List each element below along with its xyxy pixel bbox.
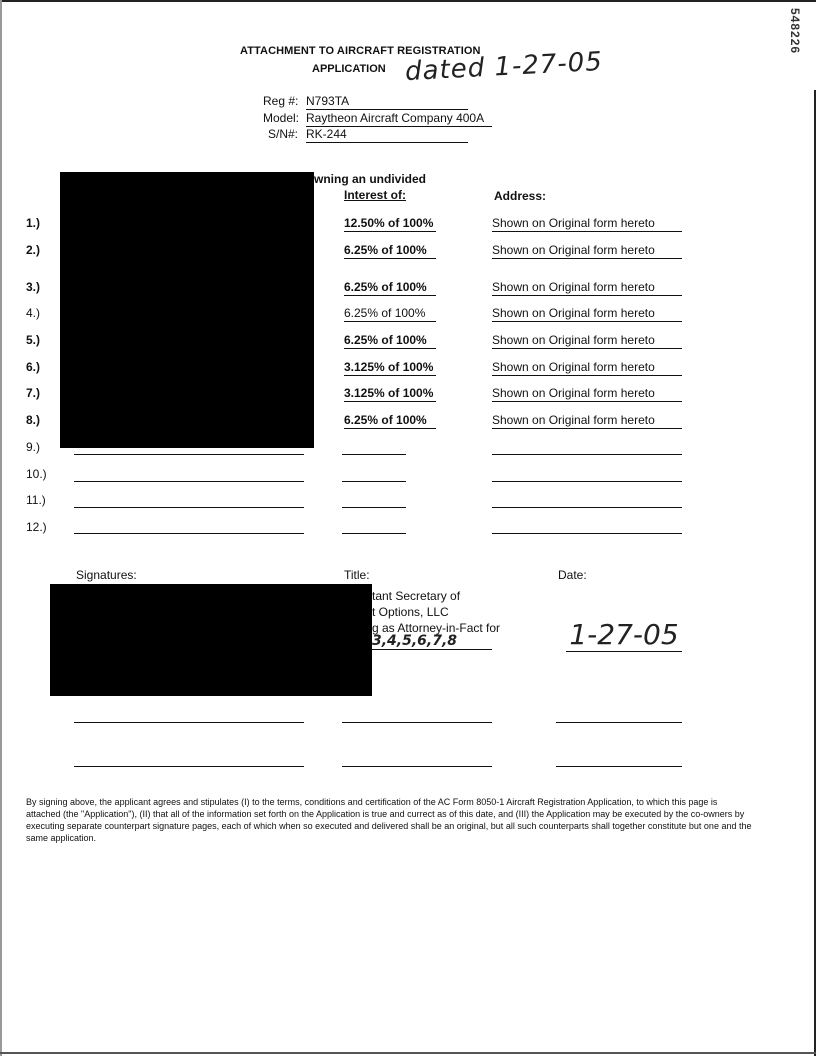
blank-line xyxy=(74,481,304,482)
row-number: 4.) xyxy=(26,306,41,320)
blank-line xyxy=(492,507,682,508)
row-number: 2.) xyxy=(26,243,41,257)
row-interest: 3.125% of 100% xyxy=(344,360,436,376)
blank-date-line xyxy=(556,722,682,723)
blank-signature-line xyxy=(74,722,304,723)
row-address: Shown on Original form hereto xyxy=(492,280,682,296)
blank-line xyxy=(492,454,682,455)
blank-line xyxy=(492,481,682,482)
signer-title-line3: g as Attorney-in-Fact for xyxy=(372,621,501,635)
reg-label: Reg #: xyxy=(263,94,299,108)
title-label: Title: xyxy=(344,568,370,582)
blank-date-line xyxy=(556,766,682,767)
form-title-line1: ATTACHMENT TO AIRCRAFT REGISTRATION xyxy=(240,45,481,57)
reg-value: N793TA xyxy=(306,94,468,110)
row-number: 9.) xyxy=(26,440,41,454)
row-address: Shown on Original form hereto xyxy=(492,216,682,232)
blank-line xyxy=(342,507,406,508)
form-title-line2: APPLICATION xyxy=(312,63,386,75)
redacted-signature-block xyxy=(50,584,372,696)
date-label: Date: xyxy=(558,568,587,582)
row-address: Shown on Original form hereto xyxy=(492,386,682,402)
row-interest: 6.25% of 100% xyxy=(344,413,436,429)
handwritten-dated: dated 1-27-05 xyxy=(404,46,604,88)
row-number: 6.) xyxy=(26,360,41,374)
row-address: Shown on Original form hereto xyxy=(492,360,682,376)
blank-signature-line xyxy=(74,766,304,767)
blank-line xyxy=(74,507,304,508)
signatures-label: Signatures: xyxy=(76,568,137,582)
document-number: 548226 xyxy=(788,8,802,55)
row-number: 3.) xyxy=(26,280,41,294)
row-interest: 6.25% of 100% xyxy=(344,280,436,296)
model-value: Raytheon Aircraft Company 400A xyxy=(306,111,492,127)
page-border-left xyxy=(0,0,2,1056)
signer-title-line1: tant Secretary of xyxy=(372,589,461,603)
row-number: 1.) xyxy=(26,216,41,230)
row-number: 8.) xyxy=(26,413,41,427)
redacted-owner-names xyxy=(60,172,314,448)
blank-title-line xyxy=(342,766,492,767)
row-address: Shown on Original form hereto xyxy=(492,413,682,429)
row-interest: 6.25% of 100% xyxy=(344,333,436,349)
blank-line xyxy=(74,454,304,455)
row-interest: 6.25% of 100% xyxy=(344,306,436,322)
page-border-top xyxy=(0,0,816,2)
address-header: Address: xyxy=(494,189,547,203)
sn-label: S/N#: xyxy=(268,127,299,141)
row-number: 11.) xyxy=(26,493,46,507)
row-number: 7.) xyxy=(26,386,41,400)
signature-date: 1-27-05 xyxy=(566,618,682,652)
signer-title-line4: 3,4,5,6,7,8 xyxy=(372,633,492,650)
row-number: 10.) xyxy=(26,467,47,481)
blank-line xyxy=(342,533,406,534)
sn-value: RK-244 xyxy=(306,127,468,143)
row-address: Shown on Original form hereto xyxy=(492,333,682,349)
legal-stipulation-text: By signing above, the applicant agrees and stipulates (I) to the terms, conditions and certification of the AC Form 8050-1 Aircraft Registration Application, to which this page is attached (the "Application"), (II) that all of the information set forth on the Application is true and currect as of this date, and (III) the Application may be executed by the co-owners by executing separate counterpart signature pages, each of which when so executed and delivered shall be an original, but all such counterparts shall together constitute but one and the same application. xyxy=(26,797,752,843)
blank-line xyxy=(342,454,406,455)
blank-line xyxy=(74,533,304,534)
blank-title-line xyxy=(342,722,492,723)
interest-header: Interest of: xyxy=(344,188,407,202)
row-number: 5.) xyxy=(26,333,41,347)
row-address: Shown on Original form hereto xyxy=(492,243,682,259)
model-label: Model: xyxy=(263,111,300,125)
owner-header-partial: wning an undivided xyxy=(314,172,426,186)
blank-line xyxy=(492,533,682,534)
row-interest: 3.125% of 100% xyxy=(344,386,436,402)
row-interest: 12.50% of 100% xyxy=(344,216,436,232)
row-interest: 6.25% of 100% xyxy=(344,243,436,259)
page-border-bottom xyxy=(0,1052,816,1054)
row-number: 12.) xyxy=(26,520,47,534)
blank-line xyxy=(342,481,406,482)
row-address: Shown on Original form hereto xyxy=(492,306,682,322)
signer-title-line2: t Options, LLC xyxy=(372,605,449,619)
